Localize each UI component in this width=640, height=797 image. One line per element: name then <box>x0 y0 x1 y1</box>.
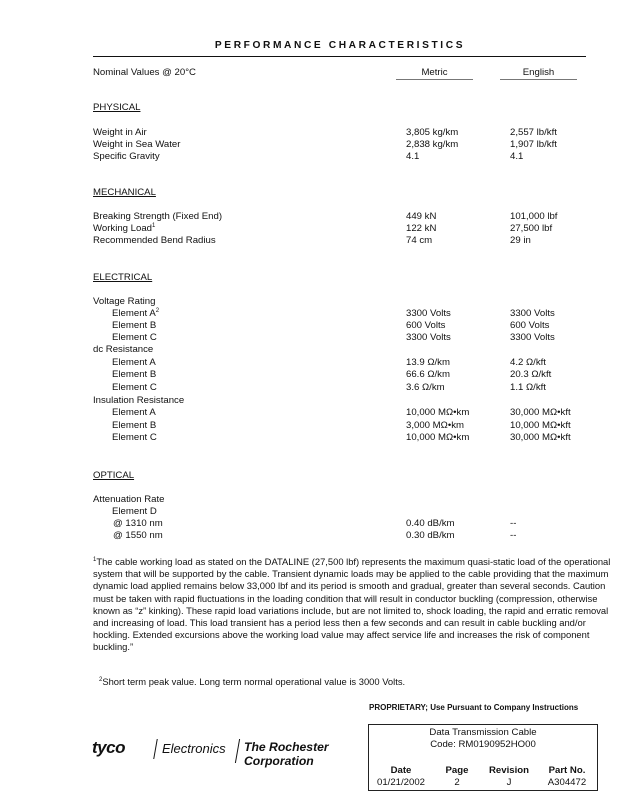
footnote-ref: 1 <box>152 223 156 229</box>
header-date: Date <box>390 765 412 776</box>
metric-value: 4.1 <box>406 151 420 162</box>
nominal-values-label: Nominal Values @ 20°C <box>93 67 196 78</box>
header-part-no: Part No. <box>548 765 586 776</box>
footnote-marker: 2 <box>99 677 103 683</box>
group-label-insulation: Insulation Resistance <box>93 395 185 406</box>
metric-value: 3,805 kg/km <box>406 127 459 138</box>
english-value: 30,000 MΩ•kft <box>510 432 571 443</box>
footnote-2-text: Short term peak value. Long term normal operational value is 3000 Volts. <box>102 676 406 687</box>
metric-value: 3.6 Ω/km <box>406 382 445 393</box>
english-value: -- <box>510 518 517 529</box>
row-label: Specific Gravity <box>93 151 160 162</box>
metric-value: 0.30 dB/km <box>406 530 455 541</box>
metric-value: 600 Volts <box>406 320 446 331</box>
row-label: Element C <box>112 432 157 443</box>
metric-value: 3300 Volts <box>406 308 451 319</box>
metric-underline <box>396 79 473 80</box>
title-block <box>368 724 598 791</box>
row-label-working-load <box>93 223 155 234</box>
header-revision: Revision <box>489 765 529 776</box>
row-label: Element C <box>112 382 157 393</box>
row-label: @ 1550 nm <box>113 530 163 541</box>
element-d-label: Element D <box>112 506 157 517</box>
metric-value: 74 cm <box>406 235 433 246</box>
section-optical: OPTICAL <box>93 470 135 481</box>
value-revision: J <box>506 777 512 788</box>
footnote-2 <box>99 676 405 687</box>
english-value: 29 in <box>510 235 531 246</box>
group-label-dc-resistance: dc Resistance <box>93 344 154 355</box>
english-value: 27,500 lbf <box>510 223 553 234</box>
english-value: 4.2 Ω/kft <box>510 357 546 368</box>
value-date: 01/21/2002 <box>376 777 425 788</box>
logo-rochester-line1: The Rochester <box>244 740 329 754</box>
english-underline <box>500 79 577 80</box>
logo-divider <box>153 739 158 759</box>
section-electrical: ELECTRICAL <box>93 272 153 283</box>
footnote-1-text: The cable working load as stated on the DATALINE (27,500 lbf) represents the maximum quasi-static load of the operational system that will be supported by the cable. Transient dynamic loads may be applied to the cable providing that the maximum dynamic load applied remains below 33,000 lbf and its period is smooth and gradual, greater than several seconds. Caution must be taken with rapid fluctuations in the loading condition that will result in conductor buckling (compression, otherwise known as “z” kinking). These rapid load variations include, but are not limited to, shock loading, the rapid and erratic removal and increasing of load. This load transient has a period less then a few seconds and can result in cable buckling and/or hockling. Extended excursions above the working load value may affect service life and increases the risk of component buckling.” <box>93 556 611 653</box>
value-part-no: A304472 <box>547 777 587 788</box>
english-value: 3300 Volts <box>510 308 555 319</box>
english-value: 30,000 MΩ•kft <box>510 407 571 418</box>
group-label-voltage: Voltage Rating <box>93 296 156 307</box>
row-label: Weight in Sea Water <box>93 139 181 150</box>
row-label: Recommended Bend Radius <box>93 235 216 246</box>
footnote-marker: 1 <box>93 557 97 563</box>
column-header-metric: Metric <box>421 67 448 78</box>
metric-value: 3300 Volts <box>406 332 451 343</box>
metric-value: 449 kN <box>406 211 437 222</box>
metric-value: 10,000 MΩ•km <box>406 432 470 443</box>
english-value: 1.1 Ω/kft <box>510 382 546 393</box>
english-value: -- <box>510 530 517 541</box>
row-label-text: Working Load <box>93 223 153 234</box>
metric-value: 122 kN <box>406 223 437 234</box>
logo-tyco: tyco <box>92 738 125 757</box>
row-label: Element A <box>112 407 156 418</box>
english-value: 2,557 lb/kft <box>510 127 557 138</box>
logo-rochester-line2: Corporation <box>244 754 314 768</box>
logo-electronics: Electronics <box>162 741 226 756</box>
proprietary-notice: PROPRIETARY; Use Pursuant to Company Instructions <box>369 703 579 712</box>
logo-rochester <box>244 740 329 768</box>
value-page: 2 <box>454 777 460 788</box>
english-value: 101,000 lbf <box>510 211 558 222</box>
row-label: Element B <box>112 320 157 331</box>
english-value: 20.3 Ω/kft <box>510 369 552 380</box>
row-label-text: Element A <box>112 308 156 319</box>
english-value: 3300 Volts <box>510 332 555 343</box>
header-page: Page <box>445 765 469 776</box>
footnote-ref: 2 <box>155 308 160 314</box>
group-label-attenuation: Attenuation Rate <box>93 494 165 505</box>
row-label: Weight in Air <box>93 127 147 138</box>
section-mechanical: MECHANICAL <box>93 187 156 198</box>
english-value: 1,907 lb/kft <box>510 139 557 150</box>
column-header-english: English <box>522 67 555 78</box>
document-title: Data Transmission Cable <box>429 727 537 738</box>
footnote-1 <box>93 556 613 654</box>
row-label-element-a <box>112 308 159 319</box>
metric-value: 3,000 MΩ•km <box>406 420 464 431</box>
english-value: 600 Volts <box>510 320 550 331</box>
row-label: @ 1310 nm <box>113 518 163 529</box>
title-rule <box>93 56 586 57</box>
section-physical: PHYSICAL <box>93 102 141 113</box>
row-label: Element C <box>112 332 157 343</box>
english-value: 4.1 <box>510 151 524 162</box>
row-label: Element B <box>112 369 157 380</box>
metric-value: 10,000 MΩ•km <box>406 407 470 418</box>
logo-divider <box>235 739 240 763</box>
metric-value: 2,838 kg/km <box>406 139 459 150</box>
metric-value: 0.40 dB/km <box>406 518 455 529</box>
page-title: PERFORMANCE CHARACTERISTICS <box>214 40 466 51</box>
row-label: Breaking Strength (Fixed End) <box>93 211 223 222</box>
english-value: 10,000 MΩ•kft <box>510 420 571 431</box>
row-label: Element A <box>112 357 156 368</box>
metric-value: 13.9 Ω/km <box>406 357 450 368</box>
metric-value: 66.6 Ω/km <box>406 369 450 380</box>
document-code: Code: RM0190952HO00 <box>430 739 536 750</box>
row-label: Element B <box>112 420 157 431</box>
